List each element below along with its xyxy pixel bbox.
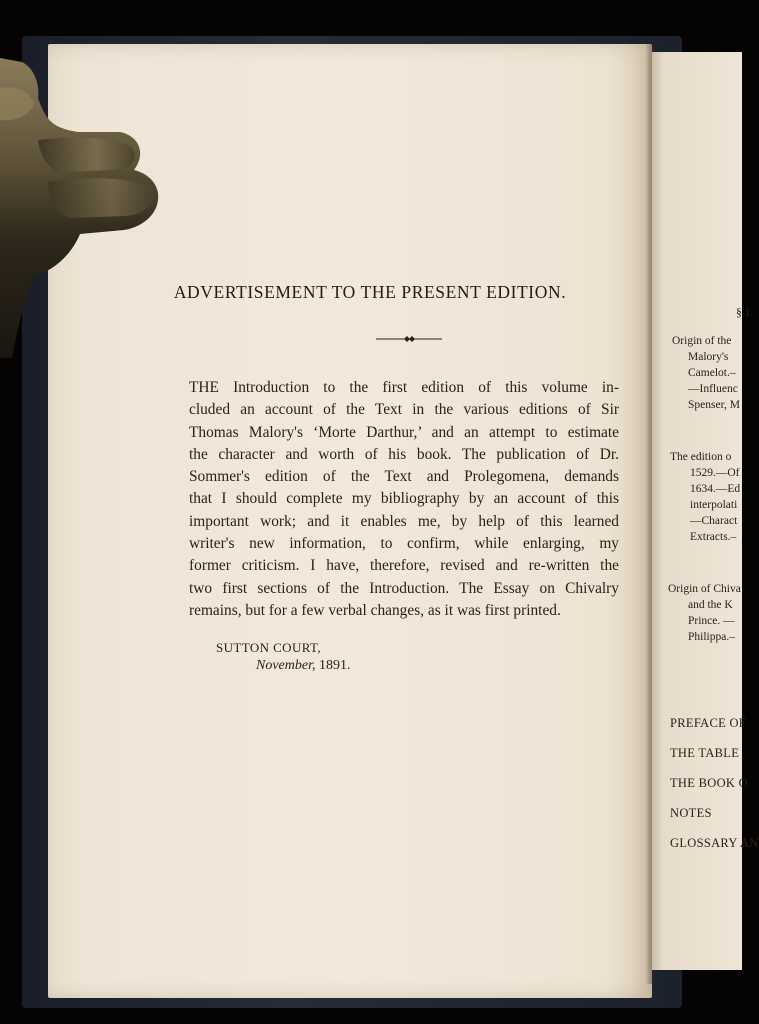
paragraph-line: writer's new information, to confirm, while enlarging, my (189, 535, 619, 553)
signature-month: November, (256, 658, 316, 673)
toc-line: —Charact (690, 515, 738, 527)
paragraph-line: Thomas Malory's ‘Morte Darthur,’ and an attempt to estimate (189, 423, 619, 441)
paragraph-line: important work; and it enables me, by help of this learned (189, 512, 619, 530)
toc-line: —Influenc (688, 383, 738, 395)
toc-line: Prince. — (688, 615, 735, 627)
toc-entry: GLOSSARY AN (670, 836, 759, 850)
right-page (652, 52, 759, 970)
paragraph-line: THE Introduction to the first edition of this volume in- (189, 379, 619, 396)
toc-line: Origin of the (672, 335, 732, 347)
paragraph-line: cluded an account of the Text in the various editions of Sir (189, 401, 619, 419)
paragraph-line: the character and worth of his book. The publication of Dr. (189, 445, 619, 463)
toc-line: Extracts.– (690, 531, 737, 543)
toc-line: 1634.—Ed (690, 483, 741, 495)
paragraph-line: two first sections of the Introduction. The Essay on Chivalry (189, 579, 619, 597)
section-mark: § 1. (736, 307, 754, 319)
toc-line: Origin of Chiva (668, 583, 741, 595)
paragraph-line: that I should complete my bibliography by an account of this (189, 490, 619, 508)
toc-entry: PREFACE OF (670, 716, 747, 730)
toc-line: Malory's (688, 351, 729, 363)
brass-page-clip-icon (0, 58, 160, 358)
paragraph-line: remains, but for a few verbal changes, as it was first printed. (189, 601, 561, 619)
paragraph-line: former criticism. I have, therefore, revised and re-written the (189, 557, 619, 575)
toc-line: 1529.—Of (690, 467, 740, 479)
toc-line: Camelot.– (688, 367, 736, 379)
ornament-rule-icon (376, 333, 442, 345)
toc-line: and the K (688, 599, 733, 611)
toc-entry: THE BOOK O (670, 776, 748, 790)
toc-line: Spenser, M (688, 399, 740, 411)
toc-entry: THE TABLE (670, 746, 740, 760)
paragraph-line: Sommer's edition of the Text and Prolegomena, demands (189, 468, 619, 486)
toc-line: The edition o (670, 451, 732, 463)
page-heading: ADVERTISEMENT TO THE PRESENT EDITION. (173, 282, 567, 302)
toc-entry: NOTES (670, 806, 712, 820)
toc-line: Philippa.– (688, 631, 735, 643)
advertisement-paragraph (189, 377, 619, 622)
signature-place: SUTTON COURT, (216, 640, 322, 655)
signature-year: 1891. (319, 658, 351, 673)
toc-line: interpolati (690, 499, 738, 511)
signature-date (256, 658, 351, 674)
